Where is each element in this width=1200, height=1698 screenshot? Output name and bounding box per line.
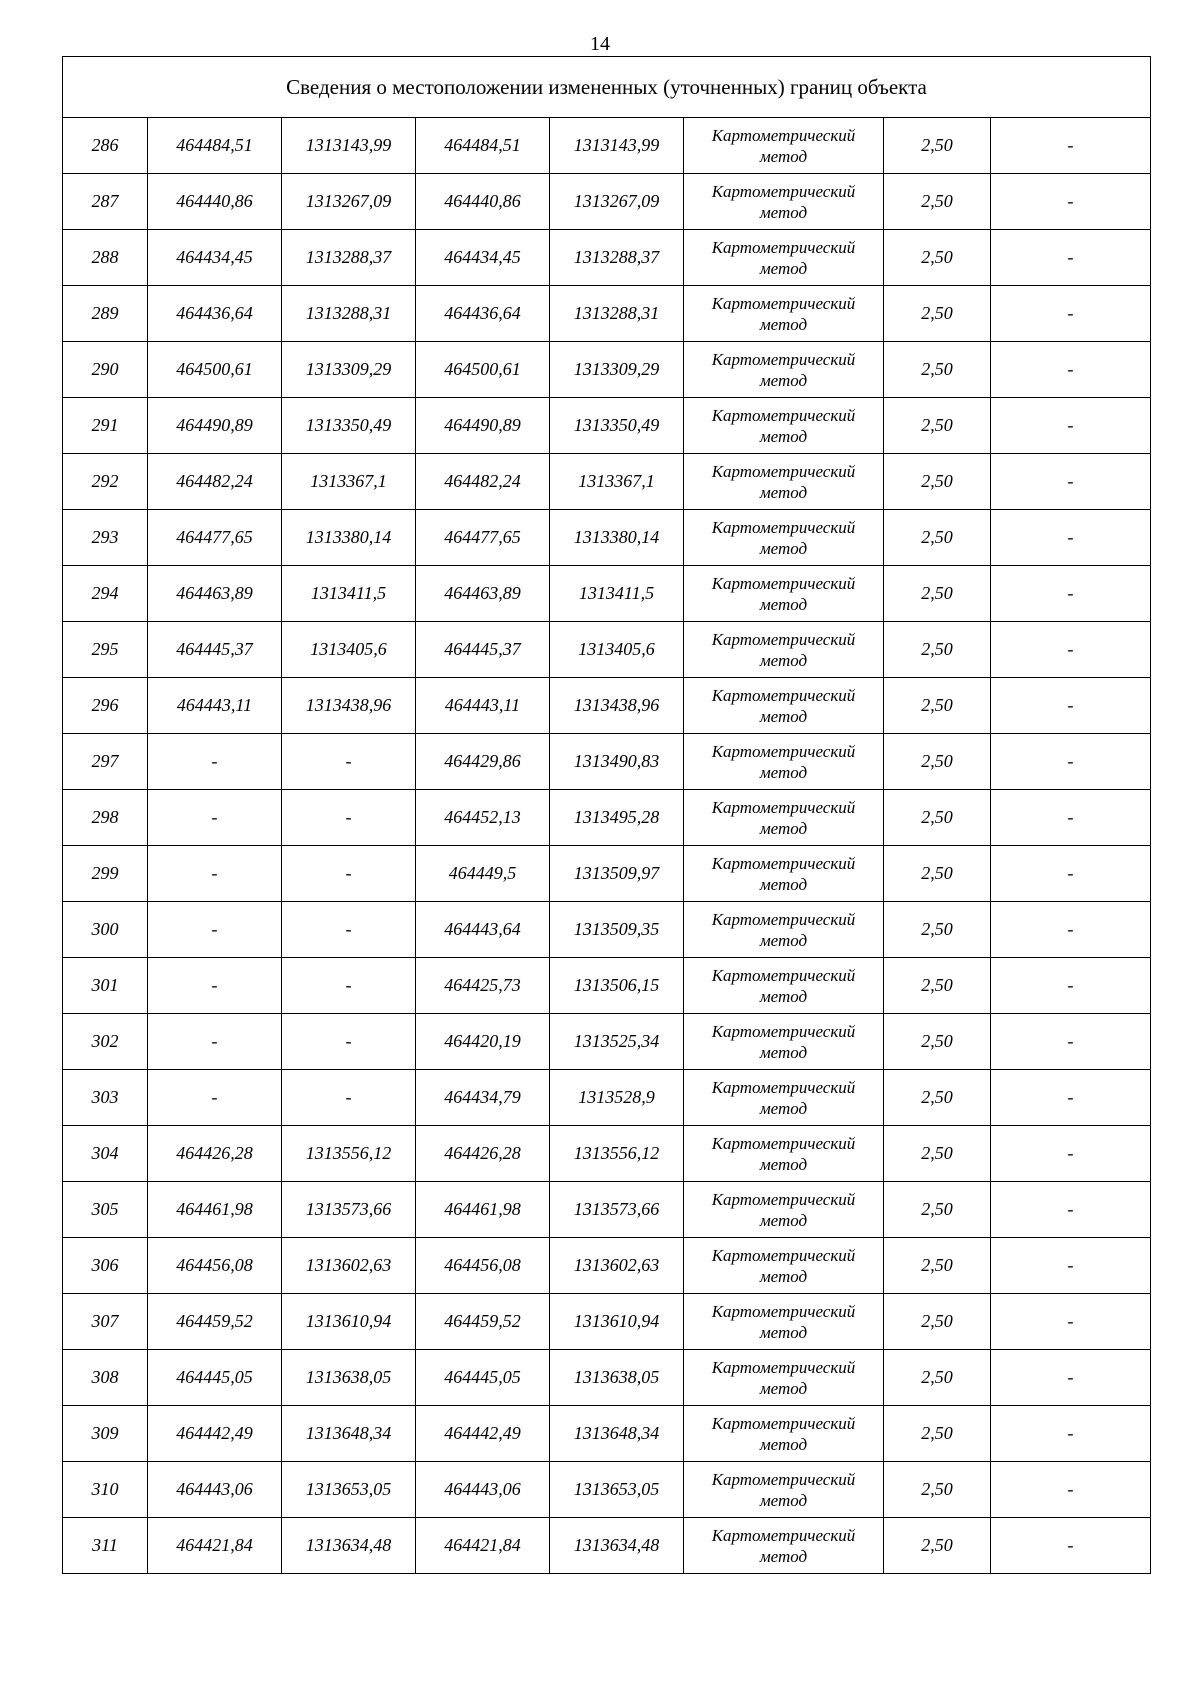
point-number-cell: 288: [63, 230, 148, 286]
existing-y-cell: 1313350,49: [282, 398, 416, 454]
method-line: Картометрический: [711, 293, 856, 313]
existing-x-cell: 464490,89: [148, 398, 282, 454]
accuracy-cell: 2,50: [884, 1238, 991, 1294]
method-line: метод: [759, 538, 808, 558]
method-line: метод: [759, 650, 808, 670]
note-cell: -: [991, 230, 1151, 286]
refined-x-cell: 464434,79: [416, 1070, 550, 1126]
existing-x-cell: 464477,65: [148, 510, 282, 566]
method-line: метод: [759, 1322, 808, 1342]
refined-x-cell: 464443,64: [416, 902, 550, 958]
accuracy-cell: 2,50: [884, 734, 991, 790]
table-row: [63, 510, 1151, 566]
point-number-cell: 308: [63, 1350, 148, 1406]
existing-x-cell: -: [148, 846, 282, 902]
refined-x-cell: 464500,61: [416, 342, 550, 398]
existing-y-cell: -: [282, 790, 416, 846]
note-cell: -: [991, 454, 1151, 510]
existing-y-cell: 1313573,66: [282, 1182, 416, 1238]
note-cell: -: [991, 734, 1151, 790]
refined-x-cell: 464461,98: [416, 1182, 550, 1238]
accuracy-cell: 2,50: [884, 566, 991, 622]
method-cell: [684, 1518, 884, 1574]
existing-y-cell: 1313367,1: [282, 454, 416, 510]
method-line: метод: [759, 314, 808, 334]
method-line: Картометрический: [711, 1021, 856, 1041]
note-cell: -: [991, 958, 1151, 1014]
existing-y-cell: 1313638,05: [282, 1350, 416, 1406]
page-number: 14: [590, 33, 610, 55]
method-cell: [684, 1182, 884, 1238]
table-row: [63, 1294, 1151, 1350]
method-cell: [684, 902, 884, 958]
method-cell: [684, 454, 884, 510]
refined-x-cell: 464452,13: [416, 790, 550, 846]
point-number-cell: 306: [63, 1238, 148, 1294]
note-cell: -: [991, 118, 1151, 174]
accuracy-cell: 2,50: [884, 1406, 991, 1462]
existing-x-cell: 464461,98: [148, 1182, 282, 1238]
existing-y-cell: -: [282, 734, 416, 790]
existing-y-cell: 1313288,31: [282, 286, 416, 342]
accuracy-cell: 2,50: [884, 790, 991, 846]
existing-x-cell: 464442,49: [148, 1406, 282, 1462]
accuracy-cell: 2,50: [884, 1126, 991, 1182]
refined-x-cell: 464429,86: [416, 734, 550, 790]
method-line: метод: [759, 1378, 808, 1398]
accuracy-cell: 2,50: [884, 118, 991, 174]
table-row: [63, 678, 1151, 734]
method-line: Картометрический: [711, 797, 856, 817]
point-number-cell: 298: [63, 790, 148, 846]
method-line: метод: [759, 706, 808, 726]
method-line: Картометрический: [711, 909, 856, 929]
method-line: метод: [759, 930, 808, 950]
refined-x-cell: 464490,89: [416, 398, 550, 454]
refined-x-cell: 464477,65: [416, 510, 550, 566]
table-title-row: [63, 57, 1151, 118]
existing-x-cell: 464443,11: [148, 678, 282, 734]
note-cell: -: [991, 174, 1151, 230]
table-row: [63, 1182, 1151, 1238]
existing-y-cell: 1313411,5: [282, 566, 416, 622]
method-line: метод: [759, 258, 808, 278]
point-number-cell: 310: [63, 1462, 148, 1518]
refined-y-cell: 1313288,37: [550, 230, 684, 286]
refined-y-cell: 1313556,12: [550, 1126, 684, 1182]
method-line: метод: [759, 146, 808, 166]
refined-y-cell: 1313380,14: [550, 510, 684, 566]
existing-y-cell: 1313267,09: [282, 174, 416, 230]
refined-y-cell: 1313610,94: [550, 1294, 684, 1350]
method-cell: [684, 734, 884, 790]
method-line: Картометрический: [711, 1189, 856, 1209]
refined-y-cell: 1313634,48: [550, 1518, 684, 1574]
method-line: Картометрический: [711, 1245, 856, 1265]
note-cell: -: [991, 1350, 1151, 1406]
point-number-cell: 294: [63, 566, 148, 622]
method-line: метод: [759, 482, 808, 502]
method-cell: [684, 286, 884, 342]
refined-x-cell: 464443,11: [416, 678, 550, 734]
refined-y-cell: 1313638,05: [550, 1350, 684, 1406]
note-cell: -: [991, 1406, 1151, 1462]
note-cell: -: [991, 1070, 1151, 1126]
method-cell: [684, 174, 884, 230]
existing-y-cell: 1313288,37: [282, 230, 416, 286]
existing-x-cell: 464426,28: [148, 1126, 282, 1182]
refined-x-cell: 464482,24: [416, 454, 550, 510]
table-title: Сведения о местоположении измененных (уточненных) границ объекта: [63, 57, 1151, 118]
refined-x-cell: 464445,05: [416, 1350, 550, 1406]
method-cell: [684, 622, 884, 678]
refined-y-cell: 1313267,09: [550, 174, 684, 230]
refined-x-cell: 464443,06: [416, 1462, 550, 1518]
existing-y-cell: 1313610,94: [282, 1294, 416, 1350]
method-line: метод: [759, 594, 808, 614]
refined-y-cell: 1313367,1: [550, 454, 684, 510]
point-number-cell: 301: [63, 958, 148, 1014]
table-row: [63, 566, 1151, 622]
note-cell: -: [991, 342, 1151, 398]
note-cell: -: [991, 1518, 1151, 1574]
point-number-cell: 304: [63, 1126, 148, 1182]
existing-x-cell: 464443,06: [148, 1462, 282, 1518]
table-row: [63, 846, 1151, 902]
refined-y-cell: 1313288,31: [550, 286, 684, 342]
point-number-cell: 309: [63, 1406, 148, 1462]
accuracy-cell: 2,50: [884, 454, 991, 510]
method-line: метод: [759, 202, 808, 222]
existing-y-cell: 1313653,05: [282, 1462, 416, 1518]
existing-y-cell: 1313602,63: [282, 1238, 416, 1294]
method-line: метод: [759, 370, 808, 390]
method-line: метод: [759, 426, 808, 446]
note-cell: -: [991, 566, 1151, 622]
method-line: Картометрический: [711, 1413, 856, 1433]
refined-y-cell: 1313506,15: [550, 958, 684, 1014]
refined-x-cell: 464436,64: [416, 286, 550, 342]
point-number-cell: 287: [63, 174, 148, 230]
table-row: [63, 286, 1151, 342]
method-line: метод: [759, 1098, 808, 1118]
refined-x-cell: 464420,19: [416, 1014, 550, 1070]
refined-y-cell: 1313490,83: [550, 734, 684, 790]
table-row: [63, 622, 1151, 678]
table-row: [63, 1462, 1151, 1518]
accuracy-cell: 2,50: [884, 846, 991, 902]
accuracy-cell: 2,50: [884, 286, 991, 342]
existing-x-cell: 464434,45: [148, 230, 282, 286]
refined-x-cell: 464449,5: [416, 846, 550, 902]
refined-x-cell: 464463,89: [416, 566, 550, 622]
note-cell: -: [991, 1238, 1151, 1294]
note-cell: -: [991, 1294, 1151, 1350]
existing-x-cell: 464459,52: [148, 1294, 282, 1350]
method-cell: [684, 1350, 884, 1406]
table-row: [63, 342, 1151, 398]
accuracy-cell: 2,50: [884, 1518, 991, 1574]
refined-x-cell: 464421,84: [416, 1518, 550, 1574]
point-number-cell: 307: [63, 1294, 148, 1350]
method-line: Картометрический: [711, 629, 856, 649]
existing-y-cell: 1313309,29: [282, 342, 416, 398]
method-line: Картометрический: [711, 405, 856, 425]
table-body: [63, 57, 1151, 1574]
existing-x-cell: -: [148, 1070, 282, 1126]
note-cell: -: [991, 622, 1151, 678]
refined-x-cell: 464442,49: [416, 1406, 550, 1462]
boundary-coordinates-table: [62, 56, 1151, 1574]
accuracy-cell: 2,50: [884, 398, 991, 454]
point-number-cell: 296: [63, 678, 148, 734]
existing-y-cell: 1313380,14: [282, 510, 416, 566]
method-line: метод: [759, 986, 808, 1006]
existing-x-cell: 464436,64: [148, 286, 282, 342]
method-line: метод: [759, 874, 808, 894]
method-cell: [684, 398, 884, 454]
method-cell: [684, 1070, 884, 1126]
point-number-cell: 292: [63, 454, 148, 510]
method-line: Картометрический: [711, 237, 856, 257]
accuracy-cell: 2,50: [884, 174, 991, 230]
existing-y-cell: 1313634,48: [282, 1518, 416, 1574]
table-row: [63, 1126, 1151, 1182]
refined-x-cell: 464425,73: [416, 958, 550, 1014]
existing-x-cell: 464484,51: [148, 118, 282, 174]
refined-y-cell: 1313405,6: [550, 622, 684, 678]
method-line: метод: [759, 1546, 808, 1566]
point-number-cell: 311: [63, 1518, 148, 1574]
note-cell: -: [991, 902, 1151, 958]
existing-x-cell: -: [148, 734, 282, 790]
note-cell: -: [991, 1126, 1151, 1182]
point-number-cell: 286: [63, 118, 148, 174]
point-number-cell: 289: [63, 286, 148, 342]
existing-y-cell: 1313405,6: [282, 622, 416, 678]
existing-y-cell: 1313438,96: [282, 678, 416, 734]
table-row: [63, 902, 1151, 958]
refined-x-cell: 464459,52: [416, 1294, 550, 1350]
method-line: Картометрический: [711, 181, 856, 201]
method-line: Картометрический: [711, 517, 856, 537]
point-number-cell: 299: [63, 846, 148, 902]
note-cell: -: [991, 1182, 1151, 1238]
method-line: метод: [759, 818, 808, 838]
method-line: Картометрический: [711, 965, 856, 985]
accuracy-cell: 2,50: [884, 1462, 991, 1518]
existing-x-cell: -: [148, 790, 282, 846]
existing-x-cell: -: [148, 1014, 282, 1070]
table-row: [63, 230, 1151, 286]
note-cell: -: [991, 678, 1151, 734]
method-line: Картометрический: [711, 685, 856, 705]
note-cell: -: [991, 1462, 1151, 1518]
existing-x-cell: 464445,37: [148, 622, 282, 678]
note-cell: -: [991, 510, 1151, 566]
existing-x-cell: 464440,86: [148, 174, 282, 230]
refined-y-cell: 1313438,96: [550, 678, 684, 734]
existing-y-cell: -: [282, 1070, 416, 1126]
method-line: Картометрический: [711, 573, 856, 593]
table-row: [63, 734, 1151, 790]
method-line: метод: [759, 1210, 808, 1230]
method-cell: [684, 1406, 884, 1462]
refined-y-cell: 1313509,35: [550, 902, 684, 958]
method-line: метод: [759, 762, 808, 782]
accuracy-cell: 2,50: [884, 510, 991, 566]
refined-y-cell: 1313509,97: [550, 846, 684, 902]
existing-y-cell: -: [282, 846, 416, 902]
method-line: Картометрический: [711, 1357, 856, 1377]
method-line: Картометрический: [711, 1469, 856, 1489]
point-number-cell: 303: [63, 1070, 148, 1126]
table-row: [63, 1238, 1151, 1294]
note-cell: -: [991, 846, 1151, 902]
refined-y-cell: 1313411,5: [550, 566, 684, 622]
table-row: [63, 118, 1151, 174]
note-cell: -: [991, 398, 1151, 454]
accuracy-cell: 2,50: [884, 622, 991, 678]
method-cell: [684, 958, 884, 1014]
table-row: [63, 398, 1151, 454]
method-line: Картометрический: [711, 1301, 856, 1321]
method-cell: [684, 230, 884, 286]
method-line: Картометрический: [711, 349, 856, 369]
refined-y-cell: 1313602,63: [550, 1238, 684, 1294]
accuracy-cell: 2,50: [884, 342, 991, 398]
refined-x-cell: 464445,37: [416, 622, 550, 678]
method-line: Картометрический: [711, 461, 856, 481]
method-line: метод: [759, 1042, 808, 1062]
refined-y-cell: 1313528,9: [550, 1070, 684, 1126]
method-line: Картометрический: [711, 853, 856, 873]
method-line: метод: [759, 1266, 808, 1286]
existing-x-cell: 464421,84: [148, 1518, 282, 1574]
method-cell: [684, 1294, 884, 1350]
refined-y-cell: 1313350,49: [550, 398, 684, 454]
method-cell: [684, 678, 884, 734]
existing-y-cell: 1313143,99: [282, 118, 416, 174]
existing-y-cell: -: [282, 902, 416, 958]
method-line: Картометрический: [711, 1133, 856, 1153]
refined-y-cell: 1313653,05: [550, 1462, 684, 1518]
table-row: [63, 790, 1151, 846]
accuracy-cell: 2,50: [884, 958, 991, 1014]
point-number-cell: 302: [63, 1014, 148, 1070]
existing-y-cell: 1313556,12: [282, 1126, 416, 1182]
accuracy-cell: 2,50: [884, 1014, 991, 1070]
table-row: [63, 1406, 1151, 1462]
point-number-cell: 300: [63, 902, 148, 958]
table-row: [63, 1070, 1151, 1126]
existing-y-cell: 1313648,34: [282, 1406, 416, 1462]
method-line: метод: [759, 1154, 808, 1174]
refined-y-cell: 1313525,34: [550, 1014, 684, 1070]
refined-y-cell: 1313309,29: [550, 342, 684, 398]
refined-x-cell: 464434,45: [416, 230, 550, 286]
method-line: Картометрический: [711, 1077, 856, 1097]
note-cell: -: [991, 286, 1151, 342]
method-cell: [684, 1014, 884, 1070]
method-cell: [684, 790, 884, 846]
method-cell: [684, 1238, 884, 1294]
method-line: Картометрический: [711, 125, 856, 145]
table-row: [63, 958, 1151, 1014]
method-cell: [684, 118, 884, 174]
refined-x-cell: 464440,86: [416, 174, 550, 230]
accuracy-cell: 2,50: [884, 902, 991, 958]
existing-x-cell: 464463,89: [148, 566, 282, 622]
existing-x-cell: 464500,61: [148, 342, 282, 398]
table-row: [63, 1014, 1151, 1070]
existing-x-cell: 464445,05: [148, 1350, 282, 1406]
refined-y-cell: 1313143,99: [550, 118, 684, 174]
refined-y-cell: 1313573,66: [550, 1182, 684, 1238]
method-cell: [684, 1126, 884, 1182]
point-number-cell: 297: [63, 734, 148, 790]
method-cell: [684, 342, 884, 398]
method-line: Картометрический: [711, 1525, 856, 1545]
accuracy-cell: 2,50: [884, 1070, 991, 1126]
table-row: [63, 1350, 1151, 1406]
method-line: метод: [759, 1434, 808, 1454]
method-line: Картометрический: [711, 741, 856, 761]
existing-y-cell: -: [282, 958, 416, 1014]
point-number-cell: 295: [63, 622, 148, 678]
existing-x-cell: -: [148, 958, 282, 1014]
refined-x-cell: 464484,51: [416, 118, 550, 174]
refined-y-cell: 1313648,34: [550, 1406, 684, 1462]
method-line: метод: [759, 1490, 808, 1510]
existing-x-cell: 464482,24: [148, 454, 282, 510]
accuracy-cell: 2,50: [884, 1182, 991, 1238]
refined-x-cell: 464456,08: [416, 1238, 550, 1294]
method-cell: [684, 1462, 884, 1518]
existing-x-cell: 464456,08: [148, 1238, 282, 1294]
refined-y-cell: 1313495,28: [550, 790, 684, 846]
accuracy-cell: 2,50: [884, 1294, 991, 1350]
point-number-cell: 293: [63, 510, 148, 566]
accuracy-cell: 2,50: [884, 230, 991, 286]
point-number-cell: 305: [63, 1182, 148, 1238]
existing-x-cell: -: [148, 902, 282, 958]
note-cell: -: [991, 790, 1151, 846]
accuracy-cell: 2,50: [884, 1350, 991, 1406]
point-number-cell: 290: [63, 342, 148, 398]
method-cell: [684, 510, 884, 566]
method-cell: [684, 566, 884, 622]
table-row: [63, 1518, 1151, 1574]
note-cell: -: [991, 1014, 1151, 1070]
accuracy-cell: 2,50: [884, 678, 991, 734]
point-number-cell: 291: [63, 398, 148, 454]
table-row: [63, 454, 1151, 510]
existing-y-cell: -: [282, 1014, 416, 1070]
method-cell: [684, 846, 884, 902]
refined-x-cell: 464426,28: [416, 1126, 550, 1182]
table-row: [63, 174, 1151, 230]
